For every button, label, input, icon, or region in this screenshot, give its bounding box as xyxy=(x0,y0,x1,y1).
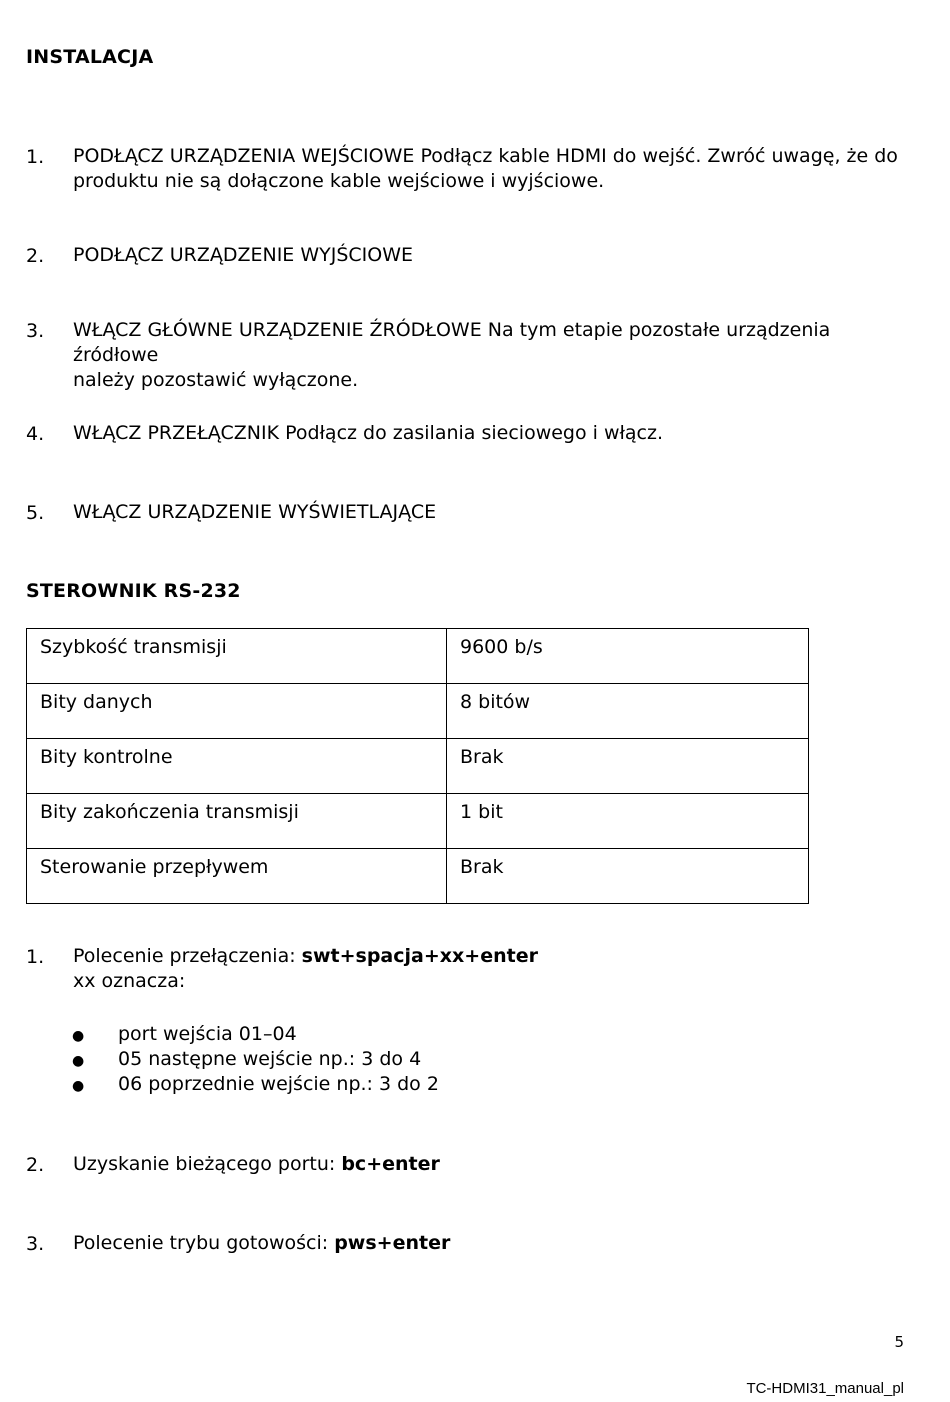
table-row xyxy=(27,794,809,849)
step-number: 1. xyxy=(26,146,45,168)
command-text xyxy=(73,1231,903,1256)
step-number: 2. xyxy=(26,245,45,267)
command-label: Uzyskanie bieżącego portu: xyxy=(73,1153,342,1175)
table-cell-value: 8 bitów xyxy=(447,684,809,739)
table-cell-label: Sterowanie przepływem xyxy=(27,849,447,904)
bullet-icon: ● xyxy=(72,1053,85,1069)
table-row xyxy=(27,684,809,739)
table-cell-value: 9600 b/s xyxy=(447,629,809,684)
command-text xyxy=(73,1152,903,1177)
step-text: WŁĄCZ PRZEŁĄCZNIK Podłącz do zasilania sieciowego i włącz. xyxy=(73,422,664,444)
rs232-settings-table xyxy=(26,628,809,904)
bullet-item: 06 poprzednie wejście np.: 3 do 2 xyxy=(118,1073,439,1095)
table-row xyxy=(27,849,809,904)
table-cell-value: 1 bit xyxy=(447,794,809,849)
bullet-item: port wejścia 01–04 xyxy=(118,1023,297,1045)
command-subtext: xx oznacza: xyxy=(73,970,186,992)
document-id: TC-HDMI31_manual_pl xyxy=(746,1380,904,1397)
command-number: 2. xyxy=(26,1154,45,1176)
bullet-icon: ● xyxy=(72,1078,85,1094)
bullet-icon: ● xyxy=(72,1028,85,1044)
command-code: pws+enter xyxy=(334,1232,451,1254)
command-code: swt+spacja+xx+enter xyxy=(301,945,538,967)
step-text xyxy=(73,144,903,194)
command-text xyxy=(73,944,903,994)
table-cell-value: Brak xyxy=(447,739,809,794)
step-line: produktu nie są dołączone kable wejściowe i wyjściowe. xyxy=(73,170,605,192)
step-number: 4. xyxy=(26,423,45,445)
step-number: 3. xyxy=(26,320,45,342)
command-code: bc+enter xyxy=(341,1153,440,1175)
step-line: WŁĄCZ GŁÓWNE URZĄDZENIE ŹRÓDŁOWE Na tym etapie pozostałe urządzenia źródłowe xyxy=(73,319,831,366)
table-cell-value: Brak xyxy=(447,849,809,904)
step-text: PODŁĄCZ URZĄDZENIE WYJŚCIOWE xyxy=(73,244,414,266)
table-row xyxy=(27,739,809,794)
table-cell-label: Bity zakończenia transmisji xyxy=(27,794,447,849)
page-number: 5 xyxy=(894,1333,904,1351)
step-line: PODŁĄCZ URZĄDZENIA WEJŚCIOWE Podłącz kable HDMI do wejść. Zwróć uwagę, że do xyxy=(73,145,898,167)
command-label: Polecenie trybu gotowości: xyxy=(73,1232,335,1254)
rs232-heading: STEROWNIK RS-232 xyxy=(26,580,241,602)
command-line xyxy=(73,944,903,969)
command-number: 1. xyxy=(26,946,45,968)
command-label: Polecenie przełączenia: xyxy=(73,945,302,967)
table-cell-label: Szybkość transmisji xyxy=(27,629,447,684)
installation-heading: INSTALACJA xyxy=(26,46,154,68)
table-row xyxy=(27,629,809,684)
step-text xyxy=(73,318,903,393)
bullet-item: 05 następne wejście np.: 3 do 4 xyxy=(118,1048,422,1070)
table-cell-label: Bity danych xyxy=(27,684,447,739)
step-text: WŁĄCZ URZĄDZENIE WYŚWIETLAJĄCE xyxy=(73,501,437,523)
table-cell-label: Bity kontrolne xyxy=(27,739,447,794)
step-number: 5. xyxy=(26,502,45,524)
step-line: należy pozostawić wyłączone. xyxy=(73,369,359,391)
command-number: 3. xyxy=(26,1233,45,1255)
